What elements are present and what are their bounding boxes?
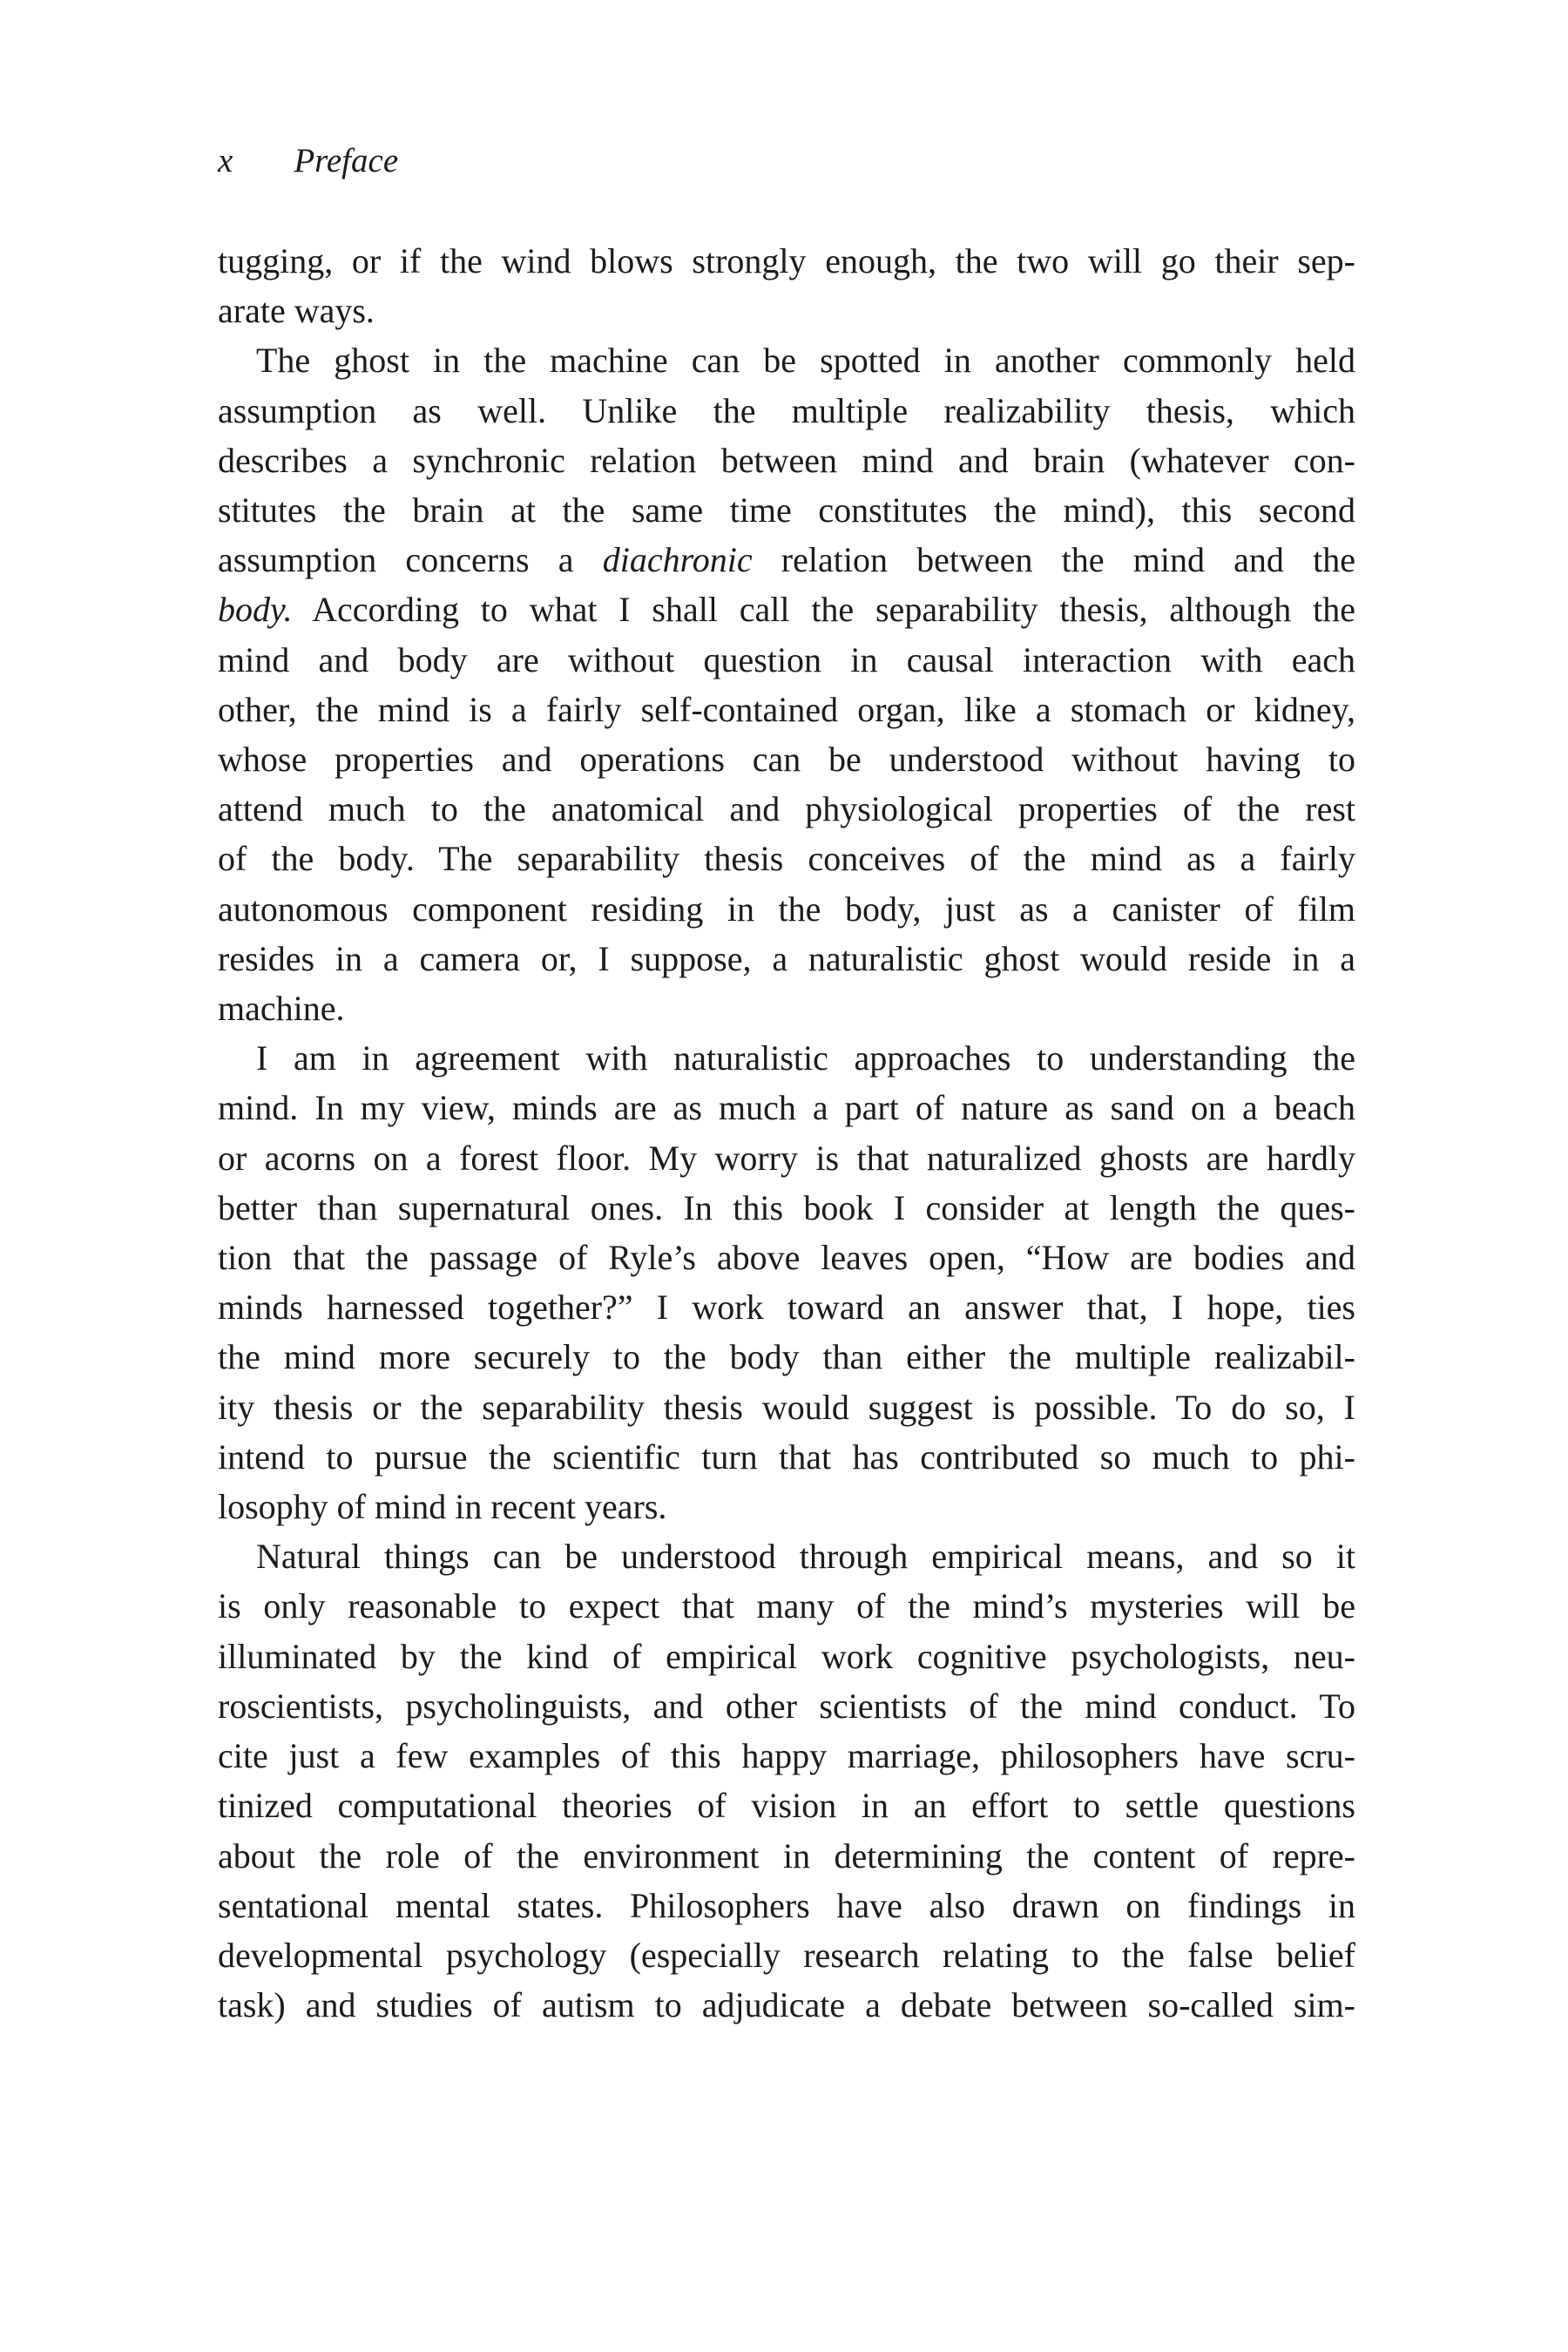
text-segment: tion that the passage of Ryle’s above leaves open, “How are bodies and [218, 1238, 1355, 1278]
text-segment: arate ways. [218, 291, 375, 331]
text-line [218, 983, 1355, 1033]
text-line [218, 1731, 1355, 1781]
text-line [218, 1133, 1355, 1183]
text-segment: or acorns on a forest floor. My worry is that naturalized ghosts are hardly [218, 1138, 1355, 1178]
text-line [218, 1033, 1355, 1083]
text-segment: developmental psychology (especially research relating to the false belief [218, 1935, 1355, 1975]
text-segment: other, the mind is a fairly self-contained organ, like a stomach or kidney, [218, 689, 1355, 729]
text-segment: stitutes the brain at the same time constitutes the mind), this second [218, 490, 1355, 531]
text-line [218, 1632, 1355, 1681]
text-segment: minds harnessed together?” I work toward an answer that, I hope, ties [218, 1288, 1355, 1328]
text-segment: assumption concerns a [218, 540, 603, 580]
text-line [218, 635, 1355, 685]
text-segment: ity thesis or the separability thesis would suggest is possible. To do so, I [218, 1387, 1355, 1427]
paragraph [218, 1033, 1355, 1531]
text-line [218, 1183, 1355, 1233]
text-line [218, 485, 1355, 535]
text-segment: cite just a few examples of this happy marriage, philosophers have scru- [218, 1736, 1355, 1776]
paragraph [218, 1531, 1355, 2030]
text-segment: is only reasonable to expect that many of the mind’s mysteries will be [218, 1586, 1355, 1626]
text-segment: assumption as well. Unlike the multiple realizability thesis, which [218, 390, 1355, 430]
text-line [218, 585, 1355, 634]
text-segment: tinized computational theories of vision in an effort to settle questions [218, 1786, 1355, 1826]
page-header [218, 141, 398, 180]
italic-text: diachronic [602, 540, 753, 580]
paragraph [218, 236, 1355, 335]
text-line [218, 1881, 1355, 1930]
text-segment: mind. In my view, minds are as much a part of nature as sand on a beach [218, 1088, 1355, 1128]
text-line [218, 1332, 1355, 1382]
text-segment: describes a synchronic relation between mind and brain (whatever con- [218, 440, 1355, 480]
text-line [218, 834, 1355, 883]
text-segment: task) and studies of autism to adjudicate a debate between so-called sim- [218, 1985, 1355, 2025]
text-segment: about the role of the environment in determining the content of repre- [218, 1835, 1355, 1876]
text-line [218, 1581, 1355, 1631]
page-body [218, 236, 1355, 2030]
text-line [218, 884, 1355, 934]
text-segment: I am in agreement with naturalistic approaches to understanding the [256, 1038, 1355, 1078]
text-line [218, 286, 1355, 335]
text-line [218, 734, 1355, 784]
text-segment: whose properties and operations can be understood without having to [218, 740, 1355, 780]
text-line [218, 934, 1355, 983]
text-line [218, 1482, 1355, 1531]
text-segment: autonomous component residing in the body, just as a canister of film [218, 889, 1355, 929]
text-segment: sentational mental states. Philosophers have also drawn on findings in [218, 1885, 1355, 1925]
text-line [218, 236, 1355, 286]
text-segment: tugging, or if the wind blows strongly enough, the two will go their sep- [218, 241, 1355, 280]
text-segment: better than supernatural ones. In this book I consider at length the ques- [218, 1187, 1355, 1227]
text-segment: mind and body are without question in causal interaction with each [218, 639, 1355, 679]
text-segment: intend to pursue the scientific turn that has contributed so much to phi- [218, 1436, 1355, 1477]
text-segment: Natural things can be understood through empirical means, and so it [256, 1537, 1355, 1577]
text-line [218, 784, 1355, 834]
text-line [218, 335, 1355, 385]
text-line [218, 386, 1355, 436]
text-segment: The ghost in the machine can be spotted in another commonly held [256, 341, 1355, 381]
text-line [218, 1781, 1355, 1830]
page-number: x [218, 142, 233, 179]
text-line [218, 535, 1355, 585]
text-line [218, 1831, 1355, 1881]
text-segment: relation between the mind and the [752, 540, 1355, 580]
running-head-title: Preface [294, 142, 399, 179]
text-segment: of the body. The separability thesis conceives of the mind as a fairly [218, 839, 1355, 879]
paragraph [218, 335, 1355, 1033]
text-line [218, 1083, 1355, 1132]
text-line [218, 685, 1355, 734]
text-line [218, 436, 1355, 485]
text-segment: resides in a camera or, I suppose, a naturalistic ghost would reside in a [218, 938, 1355, 978]
text-line [218, 1930, 1355, 1980]
text-line [218, 1980, 1355, 2030]
italic-text: body. [218, 590, 293, 630]
text-line [218, 1282, 1355, 1332]
text-segment: machine. [218, 989, 345, 1029]
text-line [218, 1681, 1355, 1731]
text-segment: losophy of mind in recent years. [218, 1487, 667, 1527]
text-line [218, 1531, 1355, 1581]
text-segment: attend much to the anatomical and physiological properties of the rest [218, 789, 1355, 829]
text-segment: roscientists, psycholinguists, and other scientists of the mind conduct. To [218, 1686, 1355, 1726]
text-segment: illuminated by the kind of empirical work cognitive psychologists, neu- [218, 1636, 1355, 1676]
text-line [218, 1432, 1355, 1482]
text-line [218, 1233, 1355, 1282]
text-line [218, 1382, 1355, 1432]
text-segment: the mind more securely to the body than either the multiple realizabil- [218, 1337, 1355, 1377]
text-segment: According to what I shall call the separability thesis, although the [292, 590, 1355, 630]
